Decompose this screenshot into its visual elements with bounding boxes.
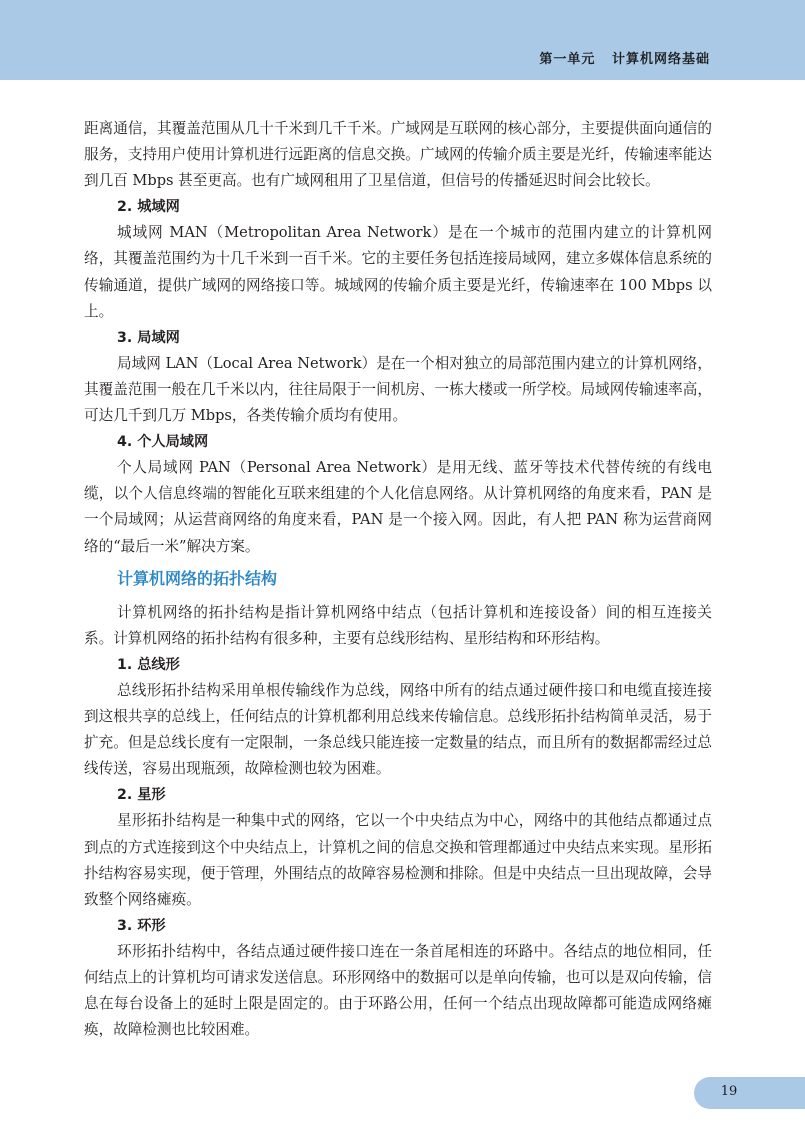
paragraph-pan: 个人局域网 PAN（Personal Area Network）是用无线、蓝牙等技术代替传统的有线电缆，以个人信息终端的智能化互联来组建的个人化信息网络。从计算机网络的角度来看，PAN 是一个局域网；从运营商网络的角度来看，PAN 是一个接入网。因此，有人把 PAN 称为运营商网络的“最后一米”解决方案。 [84,459,712,555]
subheading-bus: 1. 总线形 [117,656,180,673]
running-head: 第一单元 计算机网络基础 [539,52,710,67]
subheading-ring: 3. 环形 [117,917,166,934]
subheading-pan: 4. 个人局域网 [117,434,209,451]
subheading-star: 2. 星形 [117,787,166,804]
page-content [84,116,712,1043]
section-title-topology: 计算机网络的拓扑结构 [117,568,278,588]
paragraph-wan-continued: 距离通信，其覆盖范围从几十千米到几千千米。广域网是互联网的核心部分，主要提供面向通信的服务，支持用户使用计算机进行远距离的信息交换。广域网的传输介质主要是光纤，传输速率能达到几百 Mbps 甚至更高。也有广域网租用了卫星信道，但信号的传播延迟时间会比较长。 [84,120,712,190]
paragraph-ring: 环形拓扑结构中，各结点通过硬件接口连在一条首尾相连的环路中。各结点的地位相同，任何结点上的计算机均可请求发送信息。环形网络中的数据可以是单向传输，也可以是双向传输，信息在每台设备上的延时上限是固定的。由于环路公用，任何一个结点出现故障都可能造成网络瘫痪，故障检测也比较困难。 [84,942,712,1039]
page-number-tab [694,1077,805,1109]
paragraph-bus: 总线形拓扑结构采用单根传输线作为总线，网络中所有的结点通过硬件接口和电缆直接连接到这根共享的总线上，任何结点的计算机都利用总线来传输信息。总线形拓扑结构简单灵活，易于扩充。但是总线长度有一定限制，一条总线只能连接一定数量的结点，而且所有的数据都需经过总线传送，容易出现瓶颈，故障检测也较为困难。 [84,681,712,778]
subheading-man: 2. 城域网 [117,199,180,216]
paragraph-lan: 局域网 LAN（Local Area Network）是在一个相对独立的局部范围内建立的计算机网络，其覆盖范围一般在几千米以内，往往局限于一间机房、一栋大楼或一所学校。局域网传输速率高，可达几千到几万 Mbps，各类传输介质均有使用。 [84,354,712,425]
page-number: 19 [720,1084,738,1099]
subheading-lan: 3. 局域网 [117,329,180,346]
paragraph-topology-intro: 计算机网络的拓扑结构是指计算机网络中结点（包括计算机和连接设备）间的相互连接关系。计算机网络的拓扑结构有很多种，主要有总线形结构、星形结构和环形结构。 [84,603,712,647]
paragraph-man: 城域网 MAN（Metropolitan Area Network）是在一个城市的范围内建立的计算机网络，其覆盖范围约为十几千米到一百千米。它的主要任务包括连接局域网，建立多媒体信息系统的传输通道，提供广域网的网络接口等。城域网的传输介质主要是光纤，传输速率在 100 Mbps 以上。 [84,224,712,320]
header-band [0,0,805,80]
paragraph-star: 星形拓扑结构是一种集中式的网络，它以一个中央结点为中心，网络中的其他结点都通过点到点的方式连接到这个中央结点上，计算机之间的信息交换和管理都通过中央结点来实现。星形拓扑结构容易实现，便于管理，外围结点的故障容易检测和排除。但是中央结点一旦出现故障，会导致整个网络瘫痪。 [84,812,712,908]
